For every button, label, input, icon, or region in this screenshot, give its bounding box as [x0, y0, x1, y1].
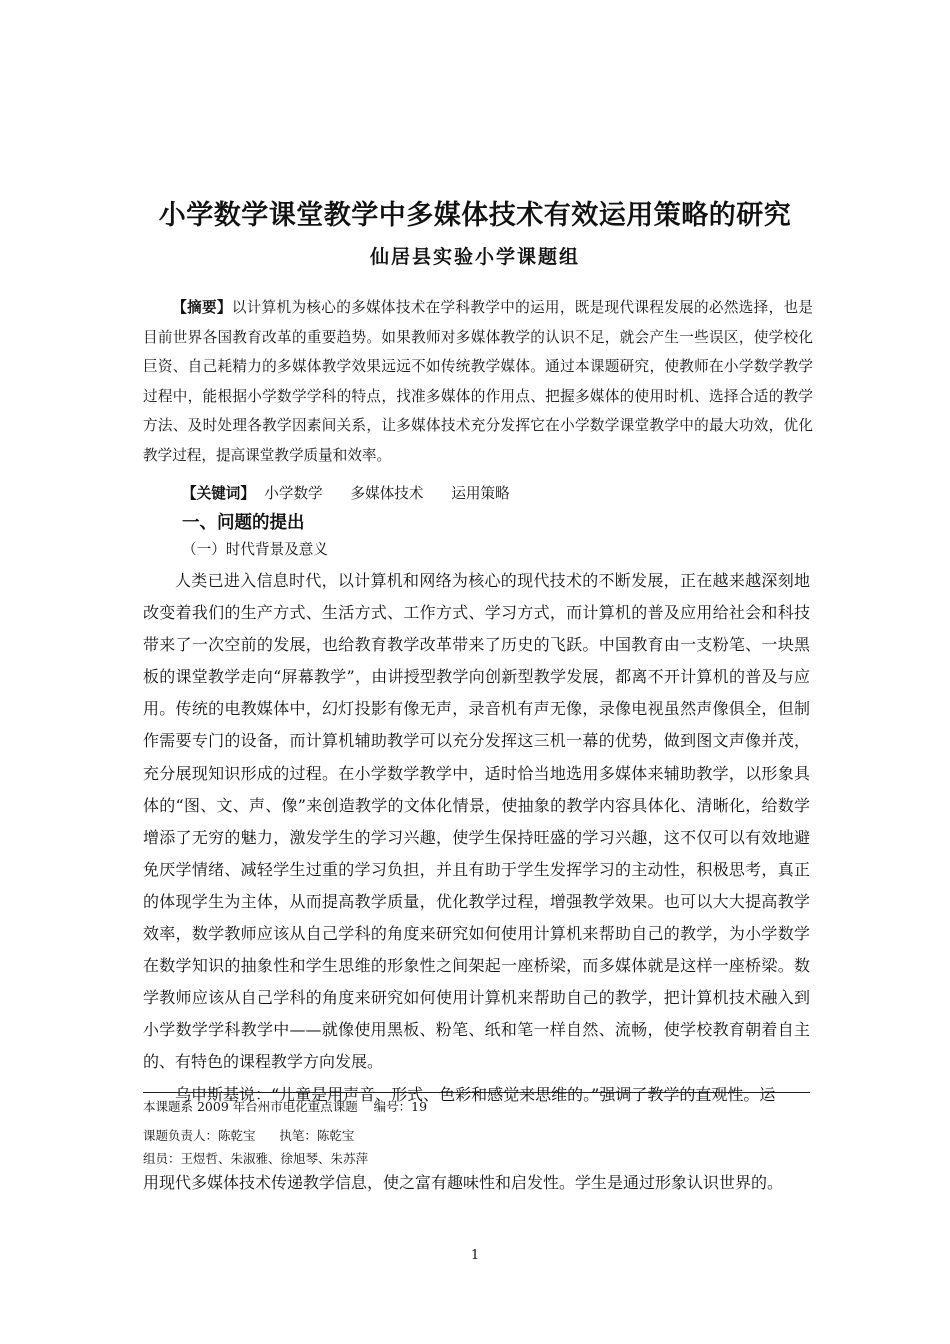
abstract-label: 【摘要】: [172, 299, 232, 316]
paragraph: 乌申斯基说：“儿童是用声音、形式、色彩和感觉来思维的。”强调了教学的直观性。运: [175, 1084, 776, 1104]
abstract-text: 以计算机为核心的多媒体技术在学科教学中的运用，既是现代课程发展的必然选择，也是目前世界各国教育改革的重要趋势。如果教师对多媒体教学的认识不足，就会产生一些误区，使学校化巨资、自己耗精力的多媒体教学效果远远不如传统教学媒体。通过本课题研究，使教师在小学数学教学过程中，能根据小学数学学科的特点，找准多媒体的作用点、把握多媒体的使用时机、选择合适的教学方法、及时处理各教学因素间关系，让多媒体技术充分发挥它在小学数学课堂教学中的最大功效，优化教学过程，提高课堂教学质量和效率。: [143, 299, 813, 464]
keywords: [182, 479, 510, 509]
keyword-item: 运用策略: [451, 485, 510, 502]
author-group: 仙居县实验小学课题组: [369, 246, 580, 268]
paragraph-continuation: 用现代多媒体技术传递教学信息，使之富有趣味性和启发性。学生是通过形象认识世界的。: [143, 1173, 784, 1192]
keywords-label: 【关键词】: [182, 485, 255, 502]
footnote: 本课题系 2009 年台州市电化重点课题 编号：19: [143, 1099, 428, 1114]
footnote: 课题负责人：陈乾宝 执笔：陈乾宝: [143, 1128, 355, 1143]
section-heading: 一、问题的提出: [182, 513, 305, 533]
keyword-item: 小学数学: [264, 485, 323, 502]
page-number: 1: [470, 1248, 480, 1263]
footnote-divider: [143, 1092, 810, 1093]
keyword-item: 多媒体技术: [350, 485, 424, 502]
footnote: 组员：王煜哲、朱淑雅、徐旭琴、朱苏萍: [143, 1151, 369, 1166]
paragraph: 人类已进入信息时代，以计算机和网络为核心的现代技术的不断发展，正在越来越深刻地改变着我们的生产方式、生活方式、工作方式、学习方式，而计算机的普及应用给社会和科技带来了一次空前的发展，也给教育教学改革带来了历史的飞跃。中国教育由一支粉笔、一块黑板的课堂教学走向“屏幕教学”，由讲授型教学向创新型教学发展，都离不开计算机的普及与应用。传统的电教媒体中，幻灯投影有像无声，录音机有声无像，录像电视虽然声像俱全，但制作需要专门的设备，而计算机辅助教学可以充分发挥这三机一幕的优势，做到图文声像并茂，充分展现知识形成的过程。在小学数学教学中，适时恰当地选用多媒体来辅助教学，以形象具体的“图、文、声、像”来创造教学的文体化情景，使抽象的教学内容具体化、清晰化，给数学增添了无穷的魅力，激发学生的学习兴趣，使学生保持旺盛的学习兴趣，这不仅可以有效地避免厌学情绪、减轻学生过重的学习负担，并且有助于学生发挥学习的主动性，积极思考，真正的体现学生为主体，从而提高教学质量，优化教学过程，增强教学效果。也可以大大提高教学效率，数学教师应该从自己学科的角度来研究如何使用计算机来帮助自己的教学，为小学数学在数学知识的抽象性和学生思维的形象性之间架起一座桥梁，而多媒体就是这样一座桥梁。数学教师应该从自己学科的角度来研究如何使用计算机来帮助自己的教学，把计算机技术融入到小学数学学科教学中——就像使用黑板、粉笔、纸和笔一样自然、流畅，使学校教育朝着自主的、有特色的课程教学方向发展。: [143, 571, 810, 1072]
subsection-heading: （一）时代背景及意义: [182, 541, 328, 558]
body-text: [143, 565, 810, 1111]
document-title: 小学数学课堂教学中多媒体技术有效运用策略的研究: [158, 200, 792, 231]
abstract: [143, 293, 813, 470]
